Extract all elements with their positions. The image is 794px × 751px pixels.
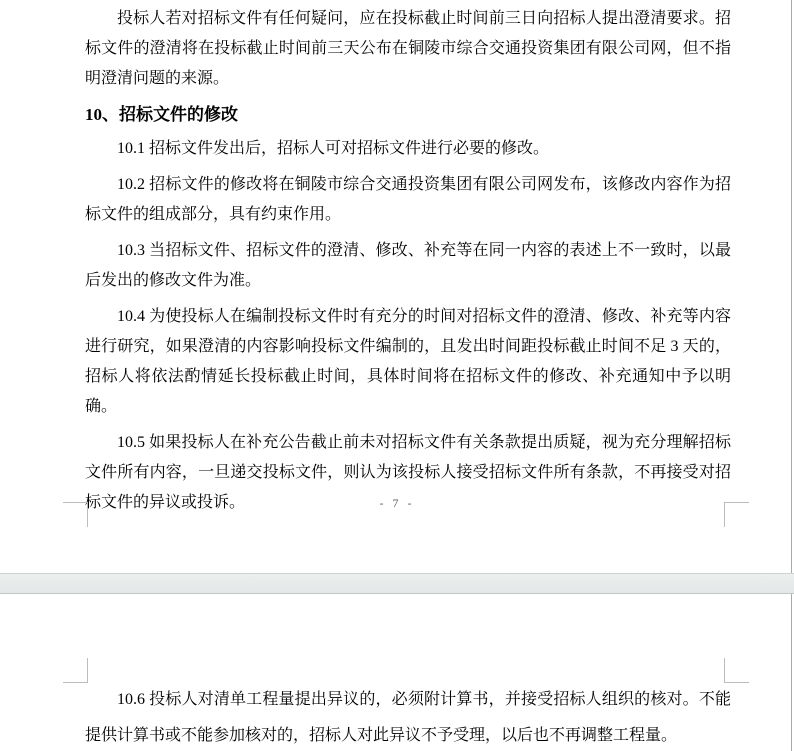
page-break-separator[interactable] xyxy=(0,573,794,594)
document-page-8[interactable] xyxy=(0,594,794,751)
paragraph-10-2[interactable]: 10.2 招标文件的修改将在铜陵市综合交通投资集团有限公司网发布，该修改内容作为招标文件的组成部分，具有约束作用。 xyxy=(85,176,731,223)
page-8-text-area xyxy=(85,682,731,751)
section-heading-10[interactable]: 10、招标文件的修改 xyxy=(85,105,238,124)
paragraph-clarification[interactable]: 投标人若对招标文件有任何疑问，应在投标截止时间前三日向招标人提出澄清要求。招标文件的澄清将在投标截止时间前三天公布在铜陵市综合交通投资集团有限公司网，但不指明澄清问题的来源。 xyxy=(85,10,731,87)
page-8-right-edge xyxy=(791,594,792,751)
paragraph-10-5[interactable]: 10.5 如果投标人在补充公告截止前未对招标文件有关条款提出质疑，视为充分理解招标文件所有内容，一旦递交投标文件，则认为该投标人接受招标文件所有条款，不再接受对招标文件的异议或投诉。 xyxy=(85,434,731,511)
margin-mark-bottom-right-icon xyxy=(724,502,749,527)
page-7-text-area xyxy=(85,4,731,524)
page-7-right-edge xyxy=(791,0,792,573)
paragraph-10-3[interactable]: 10.3 当招标文件、招标文件的澄清、修改、补充等在同一内容的表述上不一致时，以最后发出的修改文件为准。 xyxy=(85,242,731,289)
paragraph-10-4[interactable]: 10.4 为使投标人在编制投标文件时有充分的时间对招标文件的澄清、修改、补充等内容进行研究，如果澄清的内容影响投标文件编制的，且发出时间距投标截止时间不足 3 天的，招标人将依法酌情延长投标截止时间，具体时间将在招标文件的修改、补充通知中予以明确。 xyxy=(85,308,731,415)
margin-mark-top-right-icon xyxy=(724,658,749,683)
paragraph-10-6[interactable]: 10.6 投标人对清单工程量提出异议的，必须附计算书，并接受招标人组织的核对。不能提供计算书或不能参加核对的，招标人对此异议不予受理，以后也不再调整工程量。 xyxy=(85,691,731,744)
margin-mark-bottom-left-icon xyxy=(63,502,88,527)
footer-page-number[interactable]: - 7 - xyxy=(379,496,415,510)
margin-mark-top-left-icon xyxy=(63,658,88,683)
paragraph-10-1[interactable]: 10.1 招标文件发出后，招标人可对招标文件进行必要的修改。 xyxy=(117,140,550,157)
